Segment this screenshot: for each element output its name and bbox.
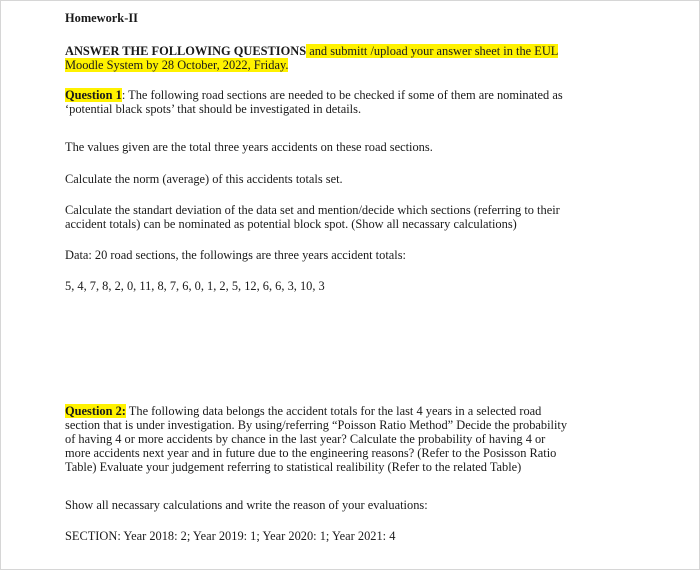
question1-std-paragraph: [65, 203, 640, 231]
question1-intro-line1: : The following road sections are needed to be checked if some of them are nominated as: [121, 88, 563, 102]
instruction-bold-text: ANSWER THE FOLLOWING QUESTIONS: [65, 44, 307, 58]
instruction-highlight-line2: Moodle System by 28 October, 2022, Friday.: [65, 58, 289, 72]
question2-line5: Table) Evaluate your judgement referring to statistical realibility (Refer to the related Table): [65, 460, 522, 474]
question1-std-line1: Calculate the standart deviation of the data set and mention/decide which sections (referring to their: [65, 203, 560, 217]
question1-values-text: The values given are the total three years accidents on these road sections.: [65, 140, 433, 154]
question1-data-text: Data: 20 road sections, the followings are three years accident totals:: [65, 248, 406, 262]
question1-intro: [65, 88, 640, 116]
question1-norm-text: Calculate the norm (average) of this accidents totals set.: [65, 172, 343, 186]
question1-data-values: 5, 4, 7, 8, 2, 0, 11, 8, 7, 6, 0, 1, 2, 5, 12, 6, 6, 3, 10, 3: [65, 279, 325, 293]
instruction-paragraph: [65, 44, 640, 72]
question2-show-text: Show all necassary calculations and write the reason of your evaluations:: [65, 498, 428, 512]
question2-paragraph: [65, 404, 640, 474]
question2-line4: more accidents next year and in future due to the engineering reasons? (Refer to the Posisson Ratio: [65, 446, 557, 460]
question1-std-line2: accident totals) can be nominated as potential block spot. (Show all necassary calculations): [65, 217, 517, 231]
question2-label: Question 2:: [65, 404, 126, 418]
question2-line2: section that is under investigation. By using/referring “Poisson Ratio Method” Decide the probability: [65, 418, 568, 432]
question1-intro-line2: ‘potential black spots’ that should be investigated in details.: [65, 102, 362, 116]
question2-section-text: SECTION: Year 2018: 2; Year 2019: 1; Year 2020: 1; Year 2021: 4: [65, 529, 396, 543]
question2-line1: The following data belongs the accident totals for the last 4 years in a selected road: [125, 404, 542, 418]
question2-line3: of having 4 or more accidents by chance in the last year? Calculate the probability of having 4 or: [65, 432, 546, 446]
homework-title: Homework-II: [65, 11, 138, 25]
question1-label: Question 1: [65, 88, 122, 102]
instruction-highlight-line1: and submitt /upload your answer sheet in the EUL: [306, 44, 559, 58]
